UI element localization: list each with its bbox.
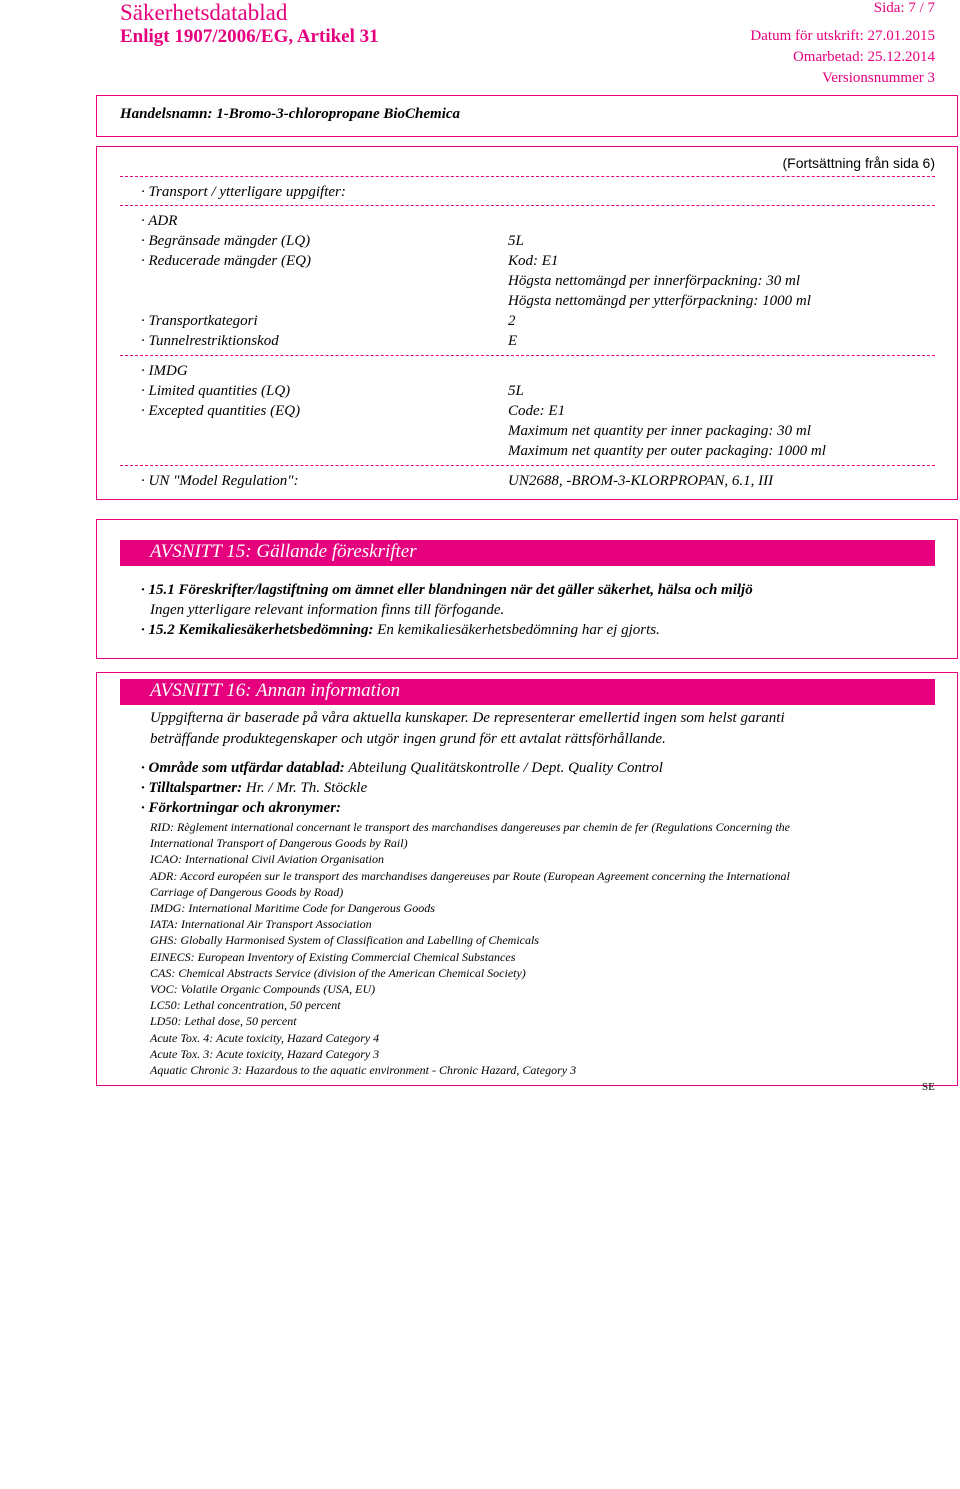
adr-category-value: 2: [508, 313, 516, 329]
trade-name: Handelsnamn: 1-Bromo-3-chloropropane BioChemica: [120, 106, 461, 122]
abbreviation-line: ADR: Accord européen sur le transport des marchandises dangereuses par Route (European Agreement concerning the International: [150, 868, 790, 883]
abbreviation-line: Acute Tox. 4: Acute toxicity, Hazard Category 4: [150, 1030, 380, 1045]
page-number: Sida: 7 / 7: [873, 0, 935, 16]
s16-contact-value: Hr. / Mr. Th. Stöckle: [245, 780, 368, 796]
abbreviation-line: IATA: International Air Transport Association: [150, 917, 372, 932]
divider: [120, 205, 935, 206]
un-model-label: · UN "Model Regulation":: [141, 473, 299, 489]
imdg-eq-code: Code: E1: [508, 403, 566, 419]
imdg-eq-label: · Excepted quantities (EQ): [141, 403, 301, 419]
imdg-eq-inner: Maximum net quantity per inner packaging: 30 ml: [508, 423, 811, 439]
adr-eq-code: Kod: E1: [508, 253, 559, 269]
s16-intro-line2: beträffande produktegenskaper och utgör ingen grund för ett avtalat rättsförhållande.: [150, 731, 666, 747]
adr-tunnel-label: · Tunnelrestriktionskod: [141, 333, 279, 349]
s15-2-line: [141, 622, 660, 639]
imdg-heading: · IMDG: [141, 363, 188, 379]
section15-header: [120, 540, 935, 566]
s16-issuer-label: · Område som utfärdar datablad:: [141, 760, 345, 776]
abbreviation-line: GHS: Globally Harmonised System of Classification and Labelling of Chemicals: [150, 933, 539, 948]
abbreviation-line: LC50: Lethal concentration, 50 percent: [150, 998, 341, 1013]
section16-title: AVSNITT 16: Annan information: [150, 680, 401, 701]
divider: [120, 465, 935, 466]
abbreviation-line: Aquatic Chronic 3: Hazardous to the aquatic environment - Chronic Hazard, Category 3: [150, 1063, 577, 1077]
adr-lq-label: · Begränsade mängder (LQ): [141, 233, 311, 249]
un-model-value: UN2688, -BROM-3-KLORPROPAN, 6.1, III: [508, 473, 774, 489]
s15-2-label: · 15.2 Kemikaliesäkerhetsbedömning:: [141, 622, 374, 638]
divider: [120, 176, 935, 177]
print-date: Datum för utskrift: 27.01.2015: [750, 28, 935, 44]
s15-2-text: En kemikaliesäkerhetsbedömning har ej gjorts.: [377, 622, 660, 638]
document-title: Säkerhetsdatablad: [120, 0, 288, 25]
document-subtitle: Enligt 1907/2006/EG, Artikel 31: [120, 26, 379, 47]
s16-abbr-label: · Förkortningar och akronymer:: [141, 800, 342, 816]
adr-heading: · ADR: [141, 213, 178, 229]
transport-title: · Transport / ytterligare uppgifter:: [141, 184, 346, 200]
imdg-lq-value: 5L: [508, 383, 524, 399]
revised-date: Omarbetad: 25.12.2014: [792, 49, 935, 65]
section15-title: AVSNITT 15: Gällande föreskrifter: [150, 541, 417, 562]
imdg-eq-outer: Maximum net quantity per outer packaging: 1000 ml: [508, 443, 826, 459]
adr-eq-inner: Högsta nettomängd per innerförpackning: 30 ml: [508, 273, 801, 289]
version-number: Versionsnummer 3: [822, 70, 935, 86]
s16-contact-line: [141, 780, 367, 797]
abbreviation-line: ICAO: International Civil Aviation Organisation: [150, 852, 384, 867]
imdg-lq-label: · Limited quantities (LQ): [141, 383, 291, 399]
section16-header: [120, 679, 935, 705]
s16-issuer-value: Abteilung Qualitätskontrolle / Dept. Quality Control: [348, 760, 663, 776]
divider: [120, 355, 935, 356]
abbreviation-line: VOC: Volatile Organic Compounds (USA, EU): [150, 982, 376, 996]
s16-contact-label: · Tilltalspartner:: [141, 780, 243, 796]
abbreviation-line: EINECS: European Inventory of Existing Commercial Chemical Substances: [150, 949, 516, 964]
language-code: SE: [922, 1081, 935, 1093]
abbreviation-line: Acute Tox. 3: Acute toxicity, Hazard Category 3: [150, 1046, 380, 1061]
abbreviation-line: RID: Règlement international concernant le transport des marchandises dangereuses par chemin de fer (Regulations Concerning the: [150, 820, 790, 834]
adr-eq-outer: Högsta nettomängd per ytterförpackning: 1000 ml: [508, 293, 811, 309]
s16-intro-line1: Uppgifterna är baserade på våra aktuella kunskaper. De representerar emellertid ingen som helst garanti: [150, 710, 785, 726]
continued-note: (Fortsättning från sida 6): [782, 155, 935, 171]
abbreviation-line: International Transport of Dangerous Goods by Rail): [150, 836, 408, 851]
abbreviation-line: LD50: Lethal dose, 50 percent: [150, 1014, 297, 1029]
abbreviation-line: IMDG: International Maritime Code for Dangerous Goods: [150, 901, 435, 915]
abbreviation-line: CAS: Chemical Abstracts Service (division of the American Chemical Society): [150, 965, 526, 980]
adr-category-label: · Transportkategori: [141, 313, 258, 329]
adr-eq-label: · Reducerade mängder (EQ): [141, 253, 311, 269]
adr-tunnel-value: E: [508, 333, 518, 349]
abbreviation-line: Carriage of Dangerous Goods by Road): [150, 884, 344, 899]
s16-issuer-line: [141, 760, 663, 777]
adr-lq-value: 5L: [508, 233, 524, 249]
s15-1-label: · 15.1 Föreskrifter/lagstiftning om ämnet eller blandningen när det gäller säkerhet, hälsa och miljö: [141, 582, 753, 598]
s15-1-text: Ingen ytterligare relevant information finns till förfogande.: [150, 602, 505, 618]
